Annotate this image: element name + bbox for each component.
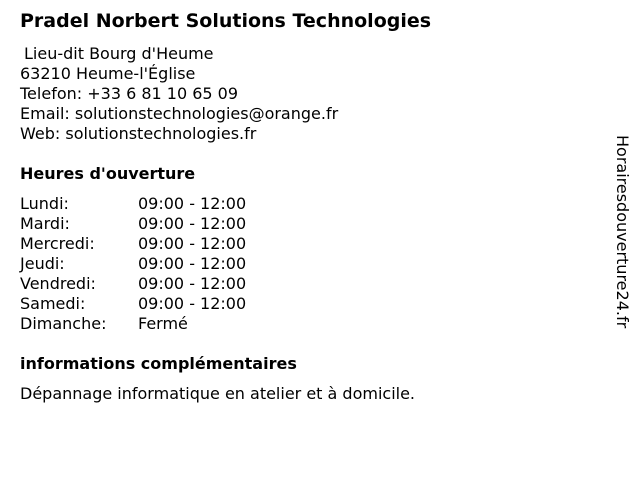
day-label: Jeudi: (20, 254, 65, 273)
day-label: Vendredi: (20, 274, 96, 293)
business-name: Pradel Norbert Solutions Technologies (20, 10, 432, 32)
day-hours: 09:00 - 12:00 (138, 274, 247, 293)
hours-row-saturday (20, 294, 246, 314)
hours-row-monday (20, 194, 246, 214)
address-street: Lieu-dit Bourg d'Heume (24, 44, 214, 63)
day-label: Samedi: (20, 294, 86, 313)
site-watermark: Horairesdouverture24.fr (613, 135, 632, 329)
day-hours: 09:00 - 12:00 (138, 234, 247, 253)
hours-row-tuesday (20, 214, 246, 234)
phone-line: Telefon: +33 6 81 10 65 09 (20, 84, 239, 103)
hours-row-wednesday (20, 234, 246, 254)
additional-info-text: Dépannage informatique en atelier et à domicile. (20, 384, 416, 403)
opening-hours-table (20, 194, 246, 334)
hours-row-thursday (20, 254, 246, 274)
day-hours: 09:00 - 12:00 (138, 214, 247, 233)
day-hours: 09:00 - 12:00 (138, 294, 247, 313)
contact-block (20, 44, 338, 144)
day-hours: 09:00 - 12:00 (138, 194, 247, 213)
day-label: Mardi: (20, 214, 70, 233)
day-hours: 09:00 - 12:00 (138, 254, 247, 273)
hours-row-friday (20, 274, 246, 294)
hours-row-sunday (20, 314, 246, 334)
address-city: 63210 Heume-l'Église (20, 64, 196, 83)
day-hours: Fermé (138, 314, 188, 333)
day-label: Lundi: (20, 194, 69, 213)
additional-info-heading: informations complémentaires (20, 354, 297, 373)
day-label: Mercredi: (20, 234, 95, 253)
email-line: Email: solutionstechnologies@orange.fr (20, 104, 339, 123)
day-label: Dimanche: (20, 314, 107, 333)
web-line: Web: solutionstechnologies.fr (20, 124, 257, 143)
opening-hours-heading: Heures d'ouverture (20, 164, 196, 183)
